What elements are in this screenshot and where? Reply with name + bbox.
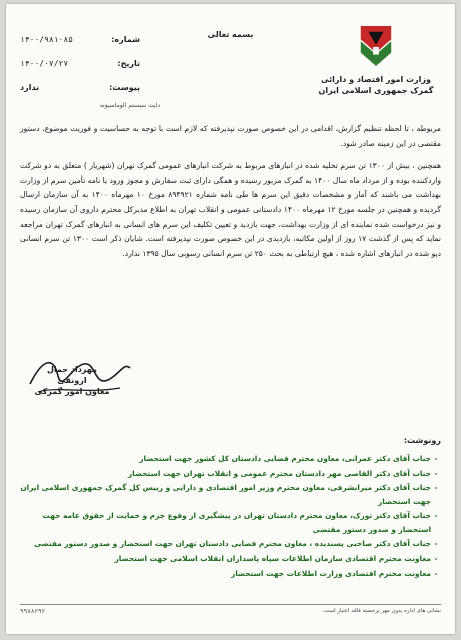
number-label: شماره:: [111, 35, 140, 44]
footer-note: نشانی های اداره بدون مهر برجسته فاقد اعتبار است.: [322, 608, 441, 614]
cc-item: [20, 537, 441, 550]
ministry-name: وزارت امور اقتصاد و دارائی: [321, 75, 431, 84]
cc-bullet: -: [434, 568, 438, 578]
attachment-value: ندارد: [20, 83, 40, 92]
cc-item: [20, 552, 441, 565]
cc-item: [20, 509, 441, 535]
attachment-label: پیوست:: [109, 83, 140, 92]
customs-name: گمرک جمهوری اسلامی ایران: [318, 86, 434, 95]
letter-body: [20, 122, 441, 269]
date-value: ۱۴۰۰/۰۷/۲۷: [20, 59, 69, 68]
organization-header: [311, 24, 441, 96]
bismillah-heading: بسمه تعالی: [207, 30, 254, 39]
cc-item-text: جناب آقای دکتر صاحبی پسندیده ، معاون محترم قضایی دادستان تهران جهت استحضار و صدور دستور مقتضی: [34, 539, 431, 549]
cc-item-text: جناب آقای دکتر میرانشرفی، معاون محترم وزیر امور اقتصادی و دارایی و رییس کل گمرک جمهوری اسلامی ایران جهت استحضار: [20, 483, 431, 506]
cc-bullet: -: [434, 454, 438, 463]
footer-number: ۹۹۸۸۲۹۲: [20, 608, 46, 615]
cc-bullet: -: [434, 483, 438, 493]
cc-item-text: معاونت محترم اقتصادی وزارت اطلاعات جهت استحضار: [230, 568, 431, 578]
signer-title: معاون امور گمرکی: [34, 387, 110, 396]
number-value: ۱۴۰۰/۹۸۱۰۸۵: [20, 35, 73, 44]
customs-logo-icon: [357, 24, 395, 68]
signer-name: مهرداد جمال ارونقی: [46, 365, 98, 385]
system-note: دایت سیستم الوماسیونه: [99, 102, 160, 109]
cc-title: رونوشت:: [403, 436, 441, 445]
body-paragraph-1: مربوطه ، تا لحظه تنظیم گزارش، اقدامی در این خصوص صورت نپذیرفته که لازم است با توجه به حساسیت و فوریت موضوع، دستور مقتضی در این زمینه صادر شود.: [20, 124, 441, 148]
meta-number-row: [20, 28, 140, 52]
cc-item: [20, 452, 441, 465]
cc-item: [20, 467, 441, 480]
letter-footer: [20, 608, 441, 615]
letter-meta: [20, 28, 140, 100]
cc-bullet: -: [434, 511, 438, 521]
cc-item-text: جناب آقای دکتر تورک، معاون محترم دادستان تهران در پیشگیری از وقوع جرم و حمایت از حقوق عامه جهت استحضار و صدور دستور مقتضی: [42, 511, 431, 534]
body-paragraph-2: همچنین ، بیش از ۱۳۰۰ تن سرم تخلیه شده در انبارهای مربوط به شرکت انبارهای عمومی گمرک تهران (شهریار ) متعلق به دو شرکت واردکننده بوده و از مرداد ماه سال ۱۴۰۰ به گمرک مزبور رسیده و همگی دارای ثبت سفارش و مجوز ورود یا نامه تأمین سرم از وزارت بهداشت می باشند که آمار و مشخصات دقیق این سرم ها طی نامه شماره ۸۹۴۹۲۱ مورخ ۱۰ مهرماه ۱۴۰۰ به آن سازمان ارسال گردیده و همچنین در جلسه مورخ ۱۲ مهرماه ۱۴۰۰ دادستانی عمومی و انقلاب تهران به اطلاع مدیرکل محترم داروی آن سازمان رسیده و نیز درخواست شده نماینده ای از وزارت بهداشت، جهت بازدید و تعیین تکلیف این سرم های انسانی به انبارهای گمرک تهران مراجعه نماید که پس از گذشت ۱۷ روز از اولین مکاتبه، بازدیدی در این خصوص صورت نپذیرفته است. شایان ذکر است ۱۳۰۰ تن سرم انسانی دپو شده در انبارهای اشاره شده ، هیچ ارتباطی به بحث ۲۵۰ تن سرم انسانی رسوبی سال ۱۳۹۵ ندارد.: [20, 161, 441, 258]
footer-divider: [20, 604, 441, 605]
signer-block: [32, 364, 112, 397]
cc-item: [20, 481, 441, 507]
meta-attachment-row: [20, 76, 140, 100]
cc-bullet: -: [434, 468, 438, 478]
cc-bullet: -: [434, 553, 438, 563]
cc-list: [20, 452, 441, 581]
cc-item-text: جناب آقای دکتر عمرانی، معاون محترم قضایی دادستان کل کشور جهت استحضار: [139, 454, 431, 463]
cc-item-text: جناب آقای دکتر القاصی مهر دادستان محترم عمومی و انقلاب تهران جهت استحضار: [127, 468, 431, 478]
cc-item-text: معاونت محترم اقتصادی سازمان اطلاعات سپاه پاسداران انقلاب اسلامی جهت استحضار: [114, 553, 431, 563]
meta-date-row: [20, 52, 140, 76]
date-label: تاریخ:: [117, 59, 140, 68]
cc-item: [20, 567, 441, 580]
letter-page: [6, 4, 455, 634]
cc-bullet: -: [434, 539, 438, 549]
